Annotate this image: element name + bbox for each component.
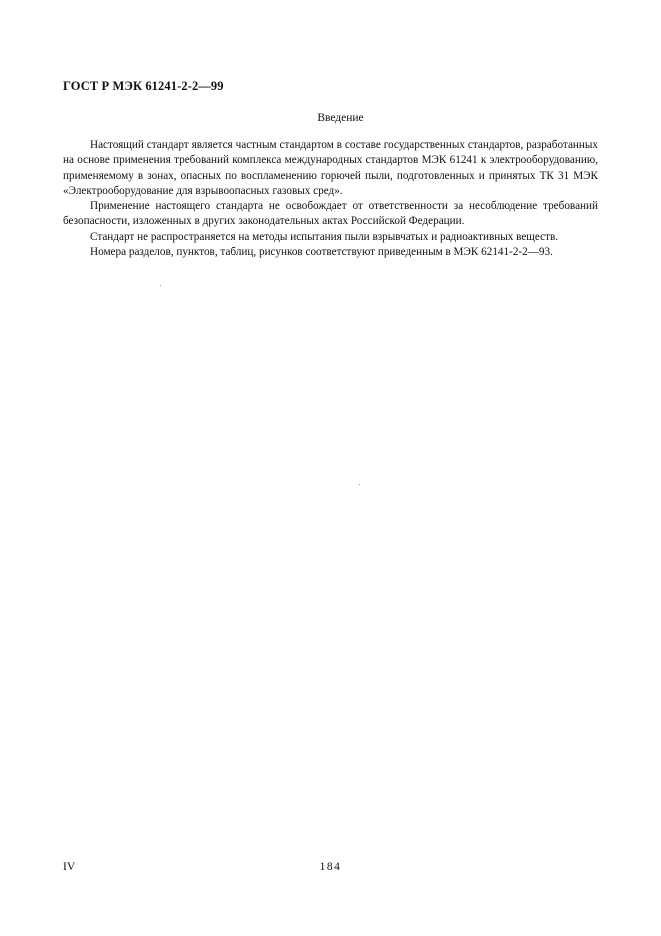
- document-header: ГОСТ Р МЭК 61241-2-2—99: [63, 79, 224, 93]
- page-number: 184: [319, 861, 342, 873]
- section-title-text: Введение: [317, 112, 364, 124]
- paragraph-3: Стандарт не распространяется на методы испытания пыли взрывчатых и радиоактивных веществ.: [90, 230, 559, 243]
- paragraph-2: Применение настоящего стандарта не освобождает от ответственности за несоблюдение требований безопасности, изложенных в других законодательных актах Российской Федерации.: [63, 200, 598, 228]
- section-title: [0, 112, 661, 124]
- body-text: [63, 138, 598, 260]
- roman-page-number: IV: [63, 861, 76, 873]
- scan-speck: [160, 285, 161, 286]
- scan-speck: [359, 484, 360, 485]
- paragraph-4: Номера разделов, пунктов, таблиц, рисунков соответствуют приведенным в МЭК 62141-2-2—93.: [90, 246, 553, 259]
- paragraph-1: Настоящий стандарт является частным стандартом в составе государственных стандартов, разработанных на основе применения требований комплекса международных стандартов МЭК 61241 к электрооборудованию, применяемому в зонах, опасных по воспламенению горючей пыли, подготовленных и принятых ТК 31 МЭК «Электрооборудование для взрывоопасных газовых сред».: [63, 139, 598, 197]
